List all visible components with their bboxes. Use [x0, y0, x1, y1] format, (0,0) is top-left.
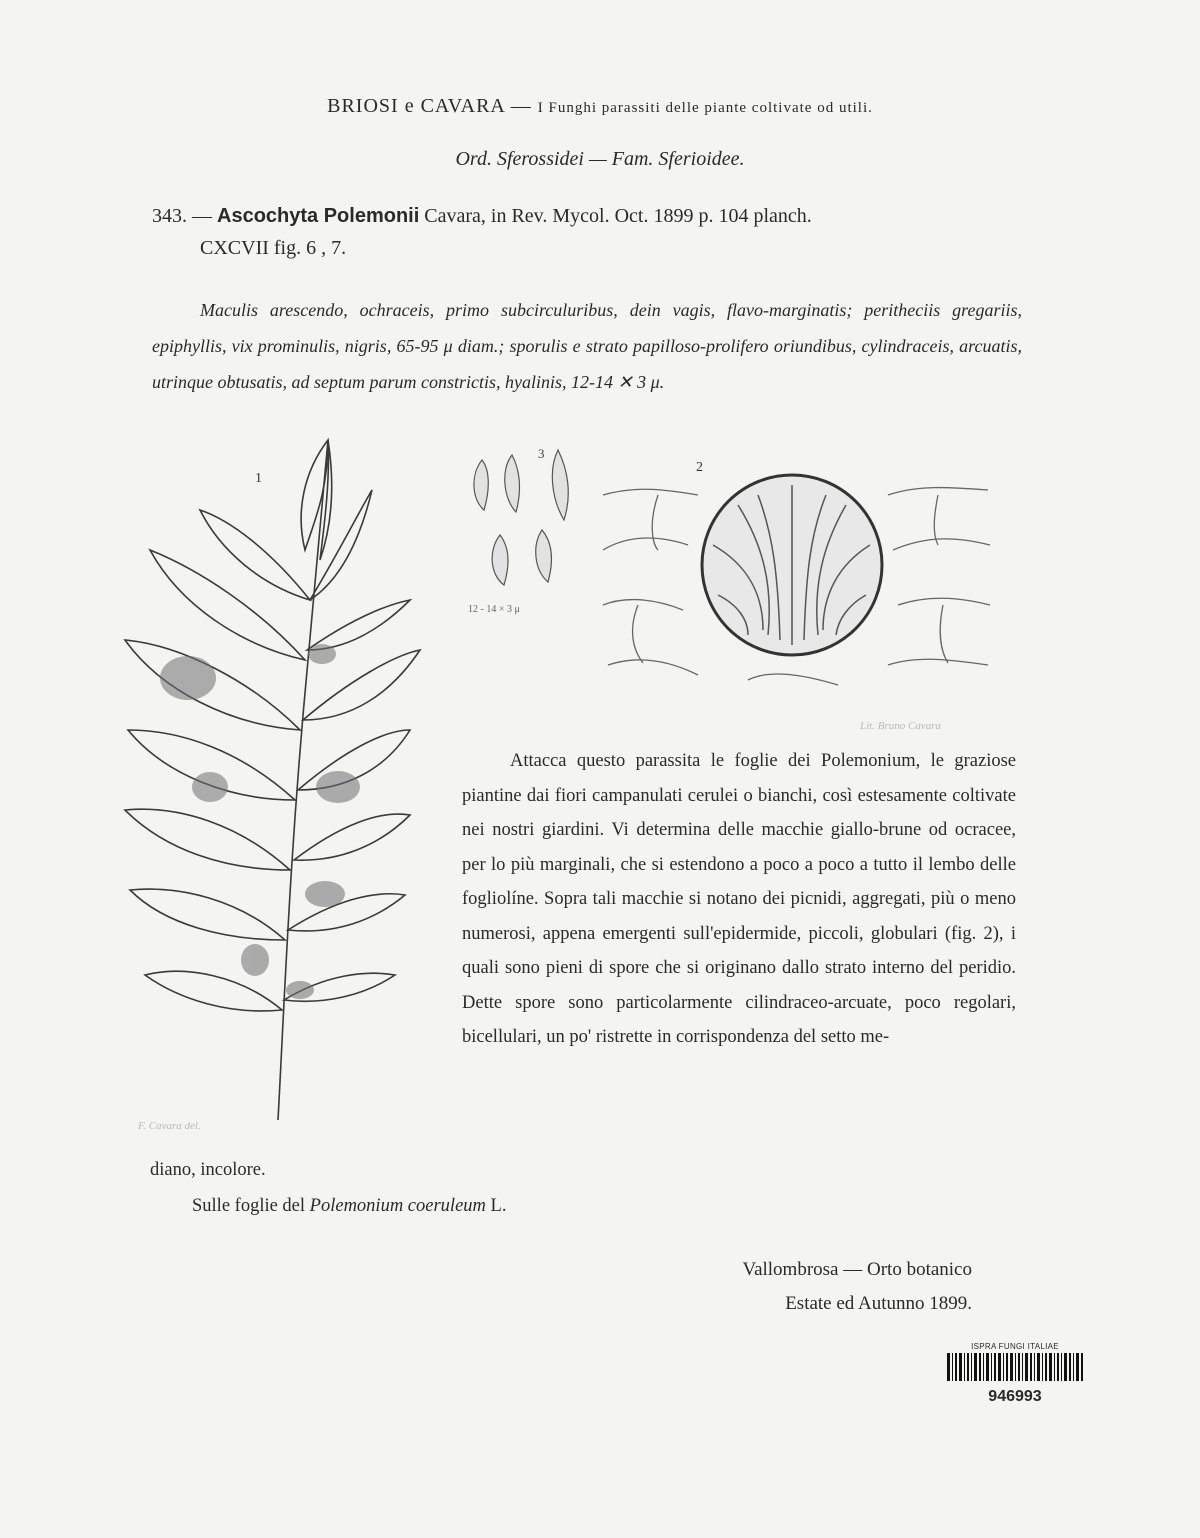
header-title: I Funghi parassiti delle piante coltivate od utili. [537, 100, 873, 116]
figure-3-scale: 12 - 14 × 3 μ [468, 604, 520, 615]
season-text: Estate ed Autunno 1899. [785, 1293, 972, 1314]
host-suffix: L. [490, 1196, 507, 1216]
figure-3-number: 3 [538, 446, 545, 461]
species-entry [152, 200, 1022, 264]
barcode-header: ISPRA FUNGI ITALIAE [971, 1342, 1059, 1351]
host-prefix: Sulle foglie del [192, 1196, 306, 1216]
entry-number: 343. — [152, 205, 212, 227]
tail-line: diano, incolore. [150, 1160, 266, 1180]
header-authors: BRIOSI e CAVARA [327, 95, 505, 117]
order-line: Ord. Sferossidei — Fam. Sferioidee. [455, 148, 745, 170]
species-name: Ascochyta Polemonii [217, 205, 420, 227]
description-paragraph [462, 744, 1016, 1055]
figure-1-leaf-drawing [110, 430, 430, 1130]
barcode-number: 946993 [988, 1388, 1042, 1405]
locality-text: Vallombrosa — Orto botanico [742, 1259, 972, 1280]
barcode-label [945, 1342, 1085, 1406]
figure-2-signature: Lit. Bruno Cavara [860, 720, 941, 732]
page-header [0, 95, 1200, 118]
figure-1-signature: F. Cavara del. [138, 1120, 201, 1132]
species-citation-cont: CXCVII fig. 6 , 7. [200, 237, 347, 259]
species-citation: Cavara, in Rev. Mycol. Oct. 1899 p. 104 planch. [424, 205, 812, 227]
figure-2-number: 2 [696, 460, 703, 475]
diagnosis-text: Maculis arescendo, ochraceis, primo subcirculuribus, dein vagis, flavo-marginatis; peritheciis gregariis, epiphyllis, vix prominulis, nigris, 65-95 μ diam.; sporulis e strato papilloso-prolifero oriundibus, cylindraceis, arcuatis, utrinque obtusatis, ad septum parum constrictis, hyalinis, 12-14 ✕ 3 μ. [152, 300, 1022, 392]
figure-3-spores-drawing [460, 440, 590, 620]
collection-locality [742, 1253, 972, 1321]
host-name: Polemonium coeruleum [309, 1196, 486, 1216]
description-text: Attacca questo parassita le foglie dei Polemonium, le graziose piantine dai fiori campanulati cerulei o bianchi, così estesamente coltivate nei nostri giardini. Vi determina delle macchie giallo-brune od ocracee, per lo più marginali, che si estendono a poco a poco a tutto il lembo delle fogliolíne. Sopra tali macchie si notano dei picnidi, aggregati, più o meno numerosi, appena emergenti sull'epidermide, piccoli, globulari (fig. 2), i quali sono pieni di spore che si originano dallo strato interno del peridio. Dette spore sono particolarmente cilindraceo-arcuate, poco regolari, bicellulari, un po' ristrette in corrispondenza del setto me- [462, 751, 1016, 1047]
figure-2-pycnidium-drawing [598, 455, 998, 695]
barcode-bars-icon [945, 1353, 1085, 1381]
figure-1-number: 1 [255, 471, 262, 486]
latin-diagnosis [152, 292, 1022, 400]
header-dash: — [510, 95, 532, 117]
description-tail [150, 1152, 1020, 1224]
host-line [150, 1188, 1020, 1224]
